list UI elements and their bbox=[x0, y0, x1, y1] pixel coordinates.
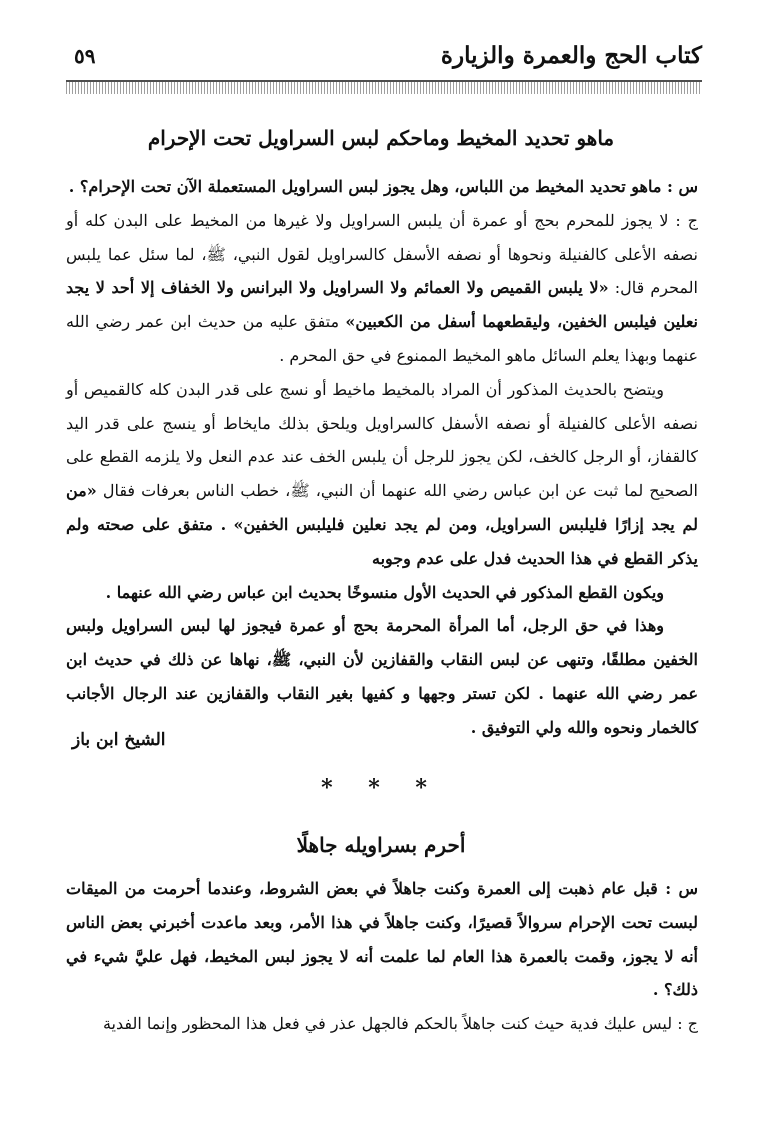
paragraph-4: وهذا في حق الرجل، أما المرأة المحرمة بحج أو عمرة فيجوز لها لبس السراويل ولبس الخفين مطلقًا، وتنهى عن لبس النقاب والقفازين لأن النبي، ﷺ، نهاها عن ذلك في حديث ابن عمر رضي الله عنهما . لكن تستر وجهها و كفيها بغير النقاب والقفازين عند الرجال الأجانب كالخمار ونحوه والله ولي التوفيق . bbox=[66, 616, 698, 737]
section-2-body bbox=[66, 872, 698, 1041]
paragraph-2-end: . متفق على صحته ولم يذكر القطع في هذا الحديث فدل على عدم وجوبه bbox=[66, 514, 698, 568]
hadith-2: «من لم يجد إزارًا فليلبس السراويل، ومن لم يجد نعلين فليلبس الخفين» bbox=[66, 481, 699, 534]
section-1-title: ماهو تحديد المخيط وماحكم لبس السراويل تحت الإحرام bbox=[147, 126, 615, 150]
answer-1-prefix: ج : bbox=[675, 210, 698, 230]
page-number: ٥٩ bbox=[74, 44, 96, 68]
running-header bbox=[66, 40, 702, 80]
question-2-text: قبل عام ذهبت إلى العمرة وكنت جاهلاً في بعض الشروط، وعندما أحرمت من الميقات لبست تحت الإحرام سروالاً قصيرًا، وكنت جاهلاً في هذا الأمر، وبعد ماعدت أخبرني بعض الناس أنه لا يجوز، وقمت بالعمرة هذا العام لما علمت أنه لا يجوز لبس المخيط، فهل عليَّ شيء في ذلك؟ . bbox=[66, 879, 699, 1000]
question-1-prefix: س : bbox=[666, 177, 698, 196]
section-2-title: أحرم بسراويله جاهلًا bbox=[296, 833, 466, 857]
section-1-body bbox=[66, 170, 698, 745]
question-2 bbox=[66, 872, 698, 1007]
question-1 bbox=[66, 170, 698, 204]
book-title: كتاب الحج والعمرة والزيارة bbox=[440, 42, 702, 69]
question-2-prefix: س : bbox=[665, 879, 698, 898]
signature: الشيخ ابن باز bbox=[72, 730, 166, 750]
header-rule bbox=[66, 80, 702, 94]
paragraph-2 bbox=[66, 373, 698, 576]
answer-2-text: ليس عليك فدية حيث كنت جاهلاً بالحكم فالجهل عذر في فعل هذا المحظور وإنما الفدية bbox=[102, 1014, 673, 1034]
question-1-text: ماهو تحديد المخيط من اللباس، وهل يجوز لبس السراويل المستعملة الآن تحت الإحرام؟ . bbox=[68, 177, 662, 196]
answer-1 bbox=[66, 204, 698, 373]
answer-2-prefix: ج : bbox=[677, 1014, 698, 1034]
answer-2 bbox=[66, 1007, 698, 1041]
paragraph-2-text: ويتضح بالحديث المذكور أن المراد بالمخيط ماخيط أو نسج على قدر البدن كله كالقميص أو نصفه الأعلى كالفنيلة أو نصفه الأسفل كالسراويل ويلحق بذلك مايخاط أو ينسج على قدر اليد كالقفاز، أو الرجل كالخف، لكن يجوز للرجل أن يلبس الخف عند عدم النعل ولا يلزمه القطع على الصحيح لما ثبت عن ابن عباس رضي الله عنهما أن النبي، ﷺ، خطب الناس بعرفات فقال bbox=[66, 379, 699, 501]
answer-1-end: متفق عليه من حديث ابن عمر رضي الله عنهما وبهذا يعلم السائل ماهو المخيط الممنوع في حق المحرم . bbox=[66, 312, 698, 365]
signature-row bbox=[60, 730, 702, 764]
paragraph-3: ويكون القطع المذكور في الحديث الأول منسوخًا بحديث ابن عباس رضي الله عنهما . bbox=[105, 582, 664, 602]
hadith-1: «لا يلبس القميص ولا العمائم ولا السراويل ولا البرانس ولا الخفاف إلا أحد لا يجد نعلين فيلبس الخفين، وليقطعهما أسفل من الكعبين» bbox=[66, 278, 699, 332]
answer-1-text: لا يجوز للمحرم بحج أو عمرة أن يلبس السراويل ولا غيرها من المخيط على البدن كله أو نصفه الأعلى كالفنيلة ونحوها أو نصفه الأسفل كالسراويل لقول النبي، ﷺ، لما سئل عما يلبس المحرم قال: bbox=[66, 210, 698, 298]
section-divider: * * * bbox=[321, 775, 441, 801]
